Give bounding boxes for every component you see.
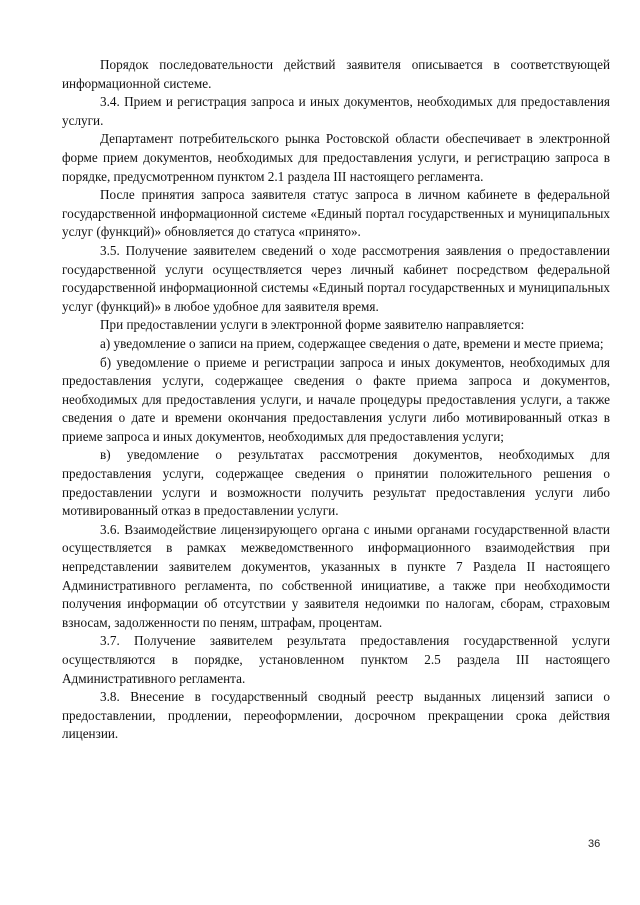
- paragraph-item-v: в) уведомление о результатах рассмотрения документов, необходимых для предоставления услуги, содержащее сведения о принятии положительного решения о предоставлении услуги и возможности получить результат предоставления услуги либо мотивированный отказ в предоставлении услуги.: [62, 447, 610, 519]
- paragraph-3-6: 3.6. Взаимодействие лицензирующего органа с иными органами государственной власти осуществляется в рамках межведомственного информационного взаимодействия при непредставлении заявителем документов, указанных в пункте 7 Раздела II настоящего Административного регламента, по собственной инициативе, а также при необходимости получения информации об отсутствии у заявителя недоимки по налогам, сборам, страховым взносам, задолженности по пеням, штрафам, процентам.: [62, 521, 610, 630]
- paragraph-item-a: а) уведомление о записи на прием, содержащее сведения о дате, времени и месте приема;: [100, 335, 604, 351]
- paragraph-department: Департамент потребительского рынка Ростовской области обеспечивает в электронной форме прием документов, необходимых для предоставления услуги, и регистрацию запроса в порядке, предусмотренном пунктом 2.1 раздела III настоящего регламента.: [62, 131, 610, 184]
- paragraph-3-8: 3.8. Внесение в государственный сводный реестр выданных лицензий записи о предоставлении, продлении, переоформлении, досрочном прекращении срока действия лицензии.: [62, 689, 610, 742]
- document-body: [62, 56, 610, 744]
- paragraph-3-4: 3.4. Прием и регистрация запроса и иных документов, необходимых для предоставления услуги.: [62, 94, 610, 128]
- paragraph-3-5: 3.5. Получение заявителем сведений о ходе рассмотрения заявления о предоставлении государственной услуги осуществляется через личный кабинет посредством федеральной государственной информационной системы «Единый портал государственных и муниципальных услуг (функций)» в любое удобное для заявителя время.: [62, 242, 610, 314]
- paragraph-3-7: 3.7. Получение заявителем результата предоставления государственной услуги осуществляются в порядке, установленном пунктом 2.5 раздела III настоящего Административного регламента.: [62, 633, 610, 686]
- paragraph-status: После принятия запроса заявителя статус запроса в личном кабинете в федеральной государственной информационной системе «Единый портал государственных и муниципальных услуг (функций)» обновляется до статуса «принято».: [62, 187, 610, 240]
- page-number: 36: [588, 838, 601, 850]
- paragraph-procedure: Порядок последовательности действий заявителя описывается в соответствующей информационной системе.: [62, 57, 610, 91]
- paragraph-notifications-intro: При предоставлении услуги в электронной форме заявителю направляется:: [100, 317, 525, 333]
- paragraph-item-b: б) уведомление о приеме и регистрации запроса и иных документов, необходимых для предоставления услуги, содержащее сведения о факте приема запроса и документов, необходимых для предоставления услуги, и начале процедуры предоставления услуги, а также сведения о дате и времени окончания предоставления услуги либо мотивированный отказ в приеме запроса и иных документов, необходимых для предоставления услуги;: [62, 354, 610, 444]
